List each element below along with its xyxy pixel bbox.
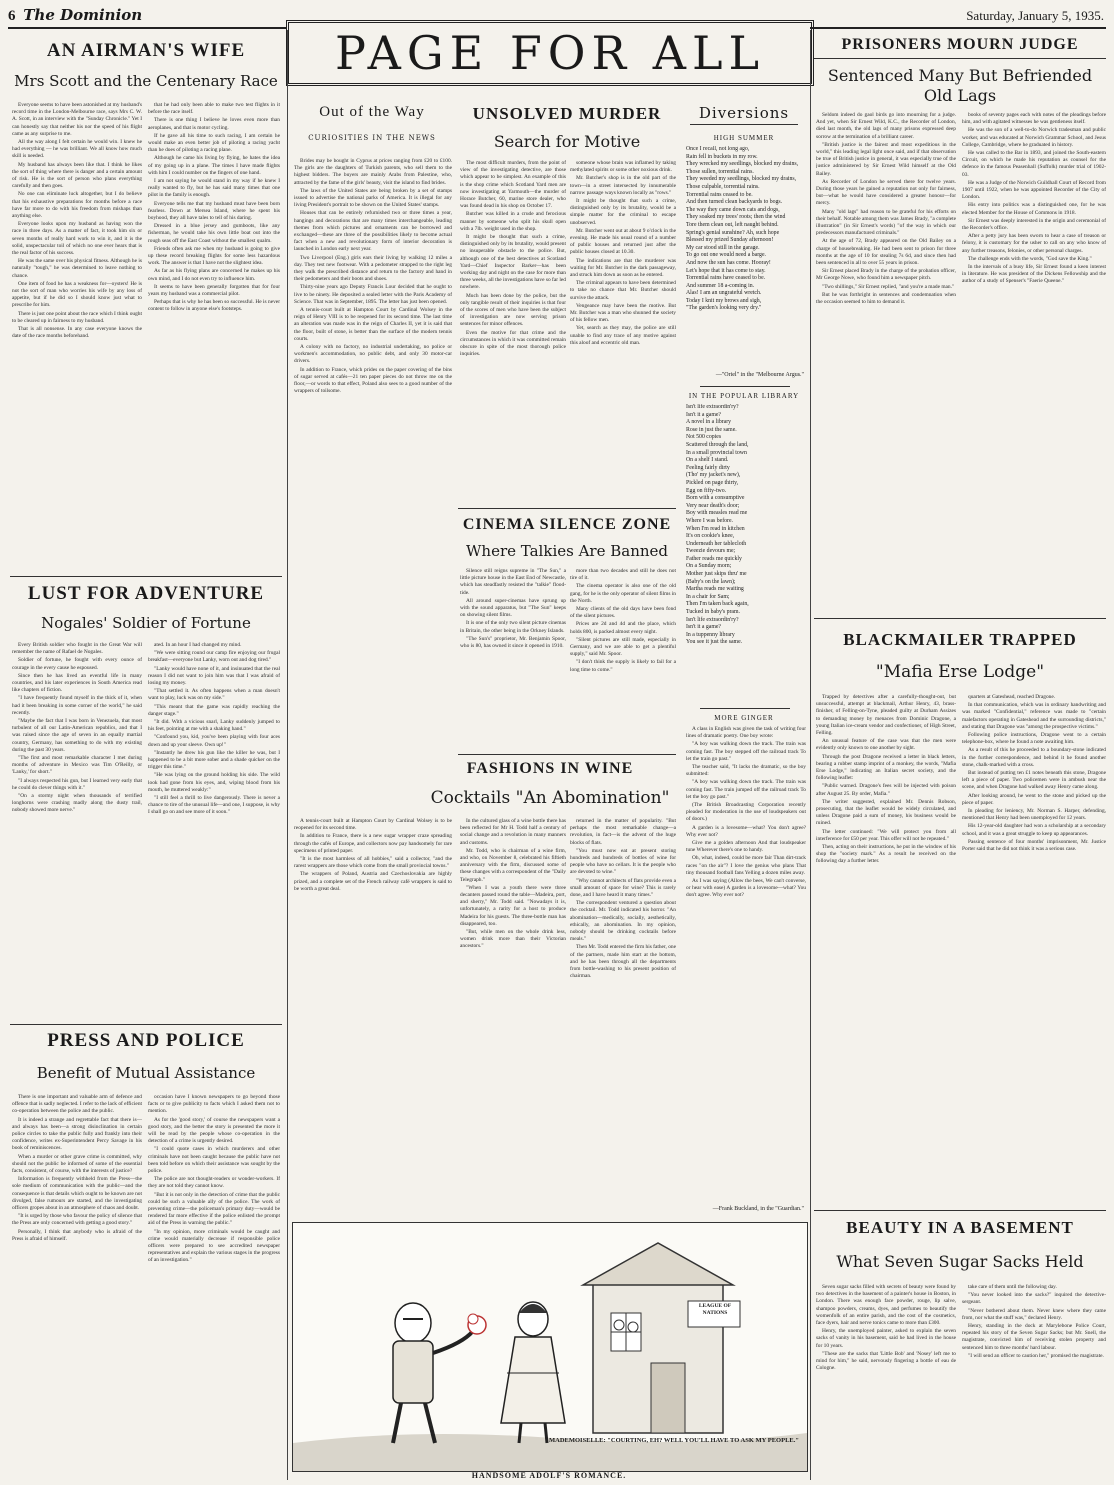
cinema-text-col1: Silence still reigns supreme in "The Sun," a little picture house in the East End of Newcastle, which has steadfastly resisted the "talkie" flood-tide. All around super-cinemas have sprung up with the sound apparatus, but "The Sun" keeps on showing silent films. It is one of the only two silent picture cinemas in Britain, the other being in the Orkney Islands. "The Sun's" proprietor, Mr. Benjamin Spoor, who is 80, has owned it since it opened in 1910. bbox=[460, 568, 566, 650]
fashions-text-col2: In the cultured glass of a wine bottle there has been reflected for Mr H. Todd half a century of social change and a revolution in many manners and customs. Mr. Todd, who is chairman of a wine firm, and who, on November 8, celebrated his fiftieth anniversary with the firm, discussed some of these changes with a correspondent of the "Daily Telegraph." "When I was a youth there were three decanters passed round the table—Madeira, port, and sherry," Mr. Todd said. "Nowadays it is, unfortunately, a rarity for a host to produce Madeira for his guests. The three-bottle man has disappeared, too. "But, while men on the whole drink less, women drink more than their Victorian ancestors." bbox=[460, 818, 566, 950]
masthead-left bbox=[8, 6, 142, 25]
page-number: 6 bbox=[8, 8, 16, 24]
house-roof bbox=[583, 1243, 733, 1285]
cartoon bbox=[292, 1222, 808, 1472]
divider bbox=[690, 124, 798, 125]
divider bbox=[10, 1024, 282, 1025]
basement-text-col2: take care of them until the following day. "You never looked into the sacks?" inquired the detective-sergeant. "Never bothered about them. Never knew where they came from, nor what the stuff was," declared Henry. Henry, standing in the dock at Marylebone Police Court, repeated his story of the Seven Sugar Sacks; but Mr. Snell, the magistrate, convicted him of receiving stolen property and sentenced him to three months' hard labour. "I will send an officer to caution her," promised the magistrate. bbox=[962, 1284, 1106, 1359]
out-of-way-text: Brides may be bought in Cyprus at prices ranging from £20 to £100. The girls are the daughters of Turkish parents, who sell them to the highest bidders. The buyers are mainly Arabs from Palestine, who, attracted by the fame of the girls' beauty, visit the island to find brides. The laws of the United States are being broken by a set of stamps issued to advertise the national parks of America. It is illegal for any living President's portrait to be shown on the United States' stamps. Houses that can be entirely refurnished two or three times a year, hangings and decorations that are many times interchangeable, leading themes from which pictures and ornaments can be borrowed and exchanged—these are three of the possibilities likely to become actual fact when a new and revolutionary form of interior decoration is launched in London early next year. Two Liverpool (Eng.) girls ears their living by walking 12 miles a day. They test new footwear. With a pedometer strapped to the right leg they walk the prescribed distance and return to the factory and hand in their pedometers and their boots and shoes. Thirty-nine years ago Deputy Francis Lour decided that he ought to live to be ninety. He deposited a sealed letter with the Paris Academy of Science. That was in September, 1895. The letter has just been opened. A tennis-court built at Hampton Court by Cardinal Wolsey in the reign of Henry VIII is to be reopened for its second time. The last time an alteration was made was in the reign of Charles II, yet it is said that the floor, built of stone, is better than the surface of the modern tennis courts. A colony with no factory, no industrial undertaking, no police or workmen's accommodation, no public debt, and only 30 motor-car drivers. In addition to France, which prides on the paper covering of the bins of sugar served at cafés—21 ten paper pieces do not throw me on the floor,—or words to that effect, Poland also sees to a good number of the wrappers of toilsome. bbox=[294, 158, 452, 395]
lust-headline: LUST FOR ADVENTURE bbox=[27, 583, 265, 604]
cinema-subhead: Where Talkies Are Banned bbox=[466, 542, 668, 560]
cartoon-drawing bbox=[293, 1223, 807, 1471]
airman-subhead: Mrs Scott and the Centenary Race bbox=[14, 72, 278, 90]
divider bbox=[700, 386, 790, 387]
press-text-col1: There is one important and valuable arm of defence and offence that is sadly neglected. I refer to the lack of efficient co-operation between the police and the public. It is indeed a strange and regrettable fact that there is—and always has been—a strong disinclination in certain police circles to take the public fully and frankly into their confidence, writes ex-Superintendent Percy Savage in his book of reminiscences. When a murder or other grave crime is committed, why should not the public be informed of some of the essential facts, consistent, of course, with the interests of justice? Information is frequently withheld from the Press—the sole medium of communication with the public—and the consequence is that details which ought to be known are not divulged, false rumours are started, and the investigating officers gropes about in an atmosphere of chaos and doubt. "It is urged by those who favour the policy of silence that the Press are only concerned with getting a good story." Personally, I think that anybody who is afraid of the Press is afraid of himself. bbox=[12, 1094, 142, 1242]
press-text-col2: occasion have I known newspapers to go beyond those facts or to give publicity to facts which I asked them not to mention. As for the 'good story,' of course the newspapers want a good story, and the better the story is presented the more it will be read by the people whose co-operation in the detection of a crime is urgently desired. "I could quote cases in which murderers and other criminals have not been caught because the public have not been told before on which their assistance was sought by the police. The police are not thought-readers or wonder-workers. If they are not told they cannot know. "But it is not only in the detection of crime that the public could be such a valuable ally of the police. The work of preventing crime—the policeman's primary duty—would be rendered far more effective if the police enlisted the prompt aid of the Press in warning the public." "In my opinion, more criminals would be caught and crime would materially decrease if responsible police officers were prepared to see accredited newspaper representatives and explain the various stages in the progress of an investigation." bbox=[148, 1094, 280, 1264]
airman-headline: AN AIRMAN'S WIFE bbox=[46, 40, 246, 61]
top-rule-right bbox=[810, 27, 1106, 29]
diversions-headline: Diversions bbox=[698, 104, 790, 122]
column-rule bbox=[810, 30, 811, 1480]
man-body bbox=[393, 1341, 433, 1403]
man-head bbox=[395, 1303, 431, 1343]
blackmailer-text-col2: quarters at Gateshead, reached Dragone. In that communication, which was in ordinary handwriting and was marked "Confidential," reference was made to "certain malefactors operating in Gateshead and the surrounding districts," and stating that Dragone was "among the prospective victims." Following police instructions, Dragone went to a certain telephone-box, where he found a note awaiting him. As a result of this he proceeded to a boundary-stone indicated in the further correspondence, and behind it he found another stone, chalk-marked with a cross. But instead of putting ten £1 notes beneath this stone, Dragone left a piece of paper. Two policemen were in ambush near the scene, and when Dragone had walked away Henry came along. After looking around, he went to the stone and picked up the piece of paper. In pleading for leniency, Mr. Norman S. Harper, defending, mentioned that Henry had been unemployed for 12 years. His 12-year-old daughter had won a scholarship at a secondary school, and it was a great struggle to keep up appearances. Passing sentence of four months' imprisonment, Mr. Justice Porter said that he did not think it was a serious case. bbox=[962, 694, 1106, 853]
high-summer-title: HIGH SUMMER bbox=[713, 134, 775, 142]
basement-headline: BEAUTY IN A BASEMENT bbox=[846, 1218, 1074, 1237]
lust-text-col1: Every British soldier who fought in the Great War will remember the name of Rafael de Nogales. Soldier of fortune, he fought with every ounce of courage in the every cause he espoused. Since then he has lived an eventful life in many countries, and his later experiences in South America read like chapters of fiction. "I have frequently found myself in the thick of it, when had it been breaking in some corner of the world," he said recently. "Maybe the fact that I was born in Venezuela, that most turbulent of all our Latin-American republics, and that I was raised since the age of seven in an equally martial country, Germany, has something to do with my existing during the past 30 years. "The first and most remarkable character I met during months of adventure in Mexico was Tim O'Reilly, or 'Lanky,' for short." "I always respected his gun, but I learned very early that he could do clever things with it." "On a stormy night when thousands of terrified longhorns were crashing madly along the dusty trail, nobody showed more nerve." bbox=[12, 642, 142, 814]
fashions-text-col3: returned in the matter of popularity. "But perhaps the most remarkable change—a revolution, in fact—is the advent of the huge blocks of flats. "You must now eat at present storing hundreds and hundreds of bottles of wine for people who have no cellars. It is the people who are devoted to wine." "Why cannot architects of flats provide even a small amount of space for wine? This is rarely done, and I have heard it many times." The correspondent ventured a question about the cocktail. Mr. Todd indicated his horror. "An abomination—medically, socially, aesthetically, ethically, an abomination. In my opinion, nobody should be drinking cocktails before meals." Then Mr. Todd entered the firm his father, one of the partners, made him start at the bottom, and he has been through all the departments from bottle-washing to his present position of chairman. bbox=[570, 818, 676, 980]
fashions-headline: FASHIONS IN WINE bbox=[466, 760, 634, 777]
popular-library-poem: Isn't life extraordin'ry? Isn't it a game? A novel in a library Rose in just the same. Not 500 copies Scattered through the land, In a small provincial town On a shelf I stand. Feeling fairly dirty (Tho' my jacket's new), Pickled on page thirty, Egg on fifty-two. Born with a consumptive Very near death's door; Boy with measles read me Where I was before. When I'm read in kitchen It's on cookie's knee, Underneath her tablecloth Tweezie devours me; Father reads me quickly On a Sunday morn; Mother just skips thru' me (Baby's on the lawn); Martha reads me waiting In a chair for Sam; Then I'm taken back again, Tucked in baby's pram. Isn't life extraordin'ry? Isn't it a game? In a tuppenny library You see it just the same. bbox=[686, 404, 749, 646]
paper-name: The Dominion bbox=[23, 6, 143, 24]
cartoon-speech: MADEMOISELLE: "COURTING, EH? WELL YOU'LL HAVE TO ASK MY PEOPLE." bbox=[548, 1437, 799, 1444]
poem-line: Those sullen, torrential rains. bbox=[686, 168, 754, 175]
murder-text-col2: someone whose brain was inflamed by taking methylated spirits or some other noxious drink. Mr. Butcher's shop is in the old part of the town—in a street intersected by innumerable narrow passage ways known locally as "rows." It might be thought that such a crime, distinguished only by its brutality, would be a simple matter for the criminal to escape unobserved. Mr. Butcher went out at about 9 o'clock in the evening. He made his usual round of a number of public houses and returned just after the public houses closed at 10.30. The indications are that the murderer was waiting for Mr. Butcher in the dark passageway, and struck him down as soon as he entered. The criminal appears to have been determined to take no chance that Mr. Butcher should survive the attack. Vengeance may have been the motive. But Mr. Butcher was a man who shunned the society of his fellow men. Yet, search as they may, the police are still unable to find any trace of any motive against this aloof and eccentric old man. bbox=[570, 160, 676, 346]
divider bbox=[10, 576, 282, 577]
airman-text-col1: Everyone seems to have been astonished at my husband's record time in the London-Melbourne race, says Mrs C. W. A. Scott, in an interview with the "Sunday Chronicle." Yet I can honestly say that neither his nor the speed of his flight came as any surprise to me. All the way along I felt certain he would win. I knew he had everything — he was brilliant. We all know how much skill is needed. My husband has always been like that. I think he likes the sort of thing where there is danger and a certain amount of risk. He is the sort of person who plans everything carefully and then goes. No one can eliminate luck altogether, but I do believe that his exhaustive preparations for months before a race have far more to do with his freedom from mishaps than anything else. Everyone looks upon my husband as having won the race in three days. As a matter of fact, it took him six or seven months of really hard work to win it, and it is the solid, unspectacular toil of which no one ever hears that is the real factor of his success. He was the same over his physical fitness. Although he is naturally "tough," he was determined to leave nothing to chance. One item of food he has a weakness for—oysters! He is not the sort of man who worries his wife by any loss of appetite, but if he did so I should know just what to prescribe for him. There is just one point about the race which I think ought to be cleared up in fairness to my husband. That is all nonsense. In any case everyone knows the date of the race months beforehand. bbox=[12, 102, 142, 340]
poem-line: Rain fell in buckets in my row. bbox=[686, 153, 758, 160]
column-rule bbox=[287, 30, 288, 1480]
prisoners-text-col2: books of seventy pages each with notes of the pleadings before him, and with agitated witnesses he was gentleness itself. He was the son of a well-to-do Norwich tradesman and public worker, and was educated at Norwich Grammar School, and Jesus College, Cambridge, where he graduated in history. He was called to the Bar in 1893, and joined the South-eastern Circuit, on which he made his reputation as counsel for the defence in the famous Peasenhall (Suffolk) murder trial of 1902-03. He was a Judge of the Norwich Guildhall Court of Record from 1907 until 1922, when he was appointed Recorder of the City of London. His entry into politics was a distinguished one, for he was elected Member for the House of Commons in 1918. Sir Ernest was deeply interested in the origin and ceremonial of the Recorder's office. After a petty jury has been sworn to hear a case of treason or felony, it is customary for the usher to call on any who know of any further treasons, felonies, or other personal charges. The challenge ends with the words, "God save the King." In the intervals of a busy life, Sir Ernest found a keen interest in literature. He was president of the Dickens Fellowship and the author of a study of Spenser's "Faerie Queene." bbox=[962, 112, 1106, 285]
divider bbox=[700, 708, 790, 709]
top-rule-left bbox=[8, 27, 286, 29]
cinema-headline: CINEMA SILENCE ZONE bbox=[462, 516, 672, 533]
more-ginger-credit: —Frank Buckland, in the "Guardian." bbox=[712, 1206, 804, 1212]
divider bbox=[814, 58, 1106, 59]
divider bbox=[458, 508, 676, 509]
fashions-text-col1: A tennis-court built at Hampton Court by Cardinal Wolsey is to be reopened for its second time. In addition to France, there is a new sugar wrapper craze spreading through the cafés of Europe, and collectors now pay handsomely for rare specimens of printed paper. "It is the most harmless of all hobbies," said a collector, "and the rarest wrappers are those which come from the small provincial towns." The wrappers of Poland, Austria and Czechoslovakia are highly prized, and a complete set of the French railway café wrappers is said to be worth a great deal. bbox=[294, 818, 452, 892]
league-sign-text: LEAGUE OF NATIONS bbox=[698, 1303, 732, 1316]
divider bbox=[458, 754, 676, 755]
high-summer-poem: Once I recall, not long ago, Rain fell in buckets in my row. They wrecked my seedlings, blocked my drains, Those sullen, torrential rains. They weeded my seedlings, blocked my drains, Those culpable, torrential rains. Torrential rains ceased to be. And then turned clean backyards to bogs. The way they came down cats and dogs, They soaked my trees' roots; then the wind Tore them clean out, left naught behind. Spring's genial sunshine? Ah, such hope Blessed my prized Sunday afternoon! My car stood still in the garage. To go out one would need a barge. And now the sun has come. Hooray! Let's hope that it has come to stay. Torrential rains have ceased to be. And summer 18 a-coming in. Alas! I am an ungrateful wretch. Today I knit my brows and sigh, "The garden's looking very dry." bbox=[686, 146, 806, 366]
poem-line: Once I recall, not long ago, bbox=[686, 146, 750, 152]
out-of-way-subhead: CURIOSITIES IN THE NEWS bbox=[308, 134, 436, 142]
basement-text-col1: Seven sugar sacks filled with secrets of beauty were found by two detectives in the basement of a painter's house in Boston, in London. There was enough face powder, rouge, lip salve, shampoo powders, creams, dyes, and perfumes to beautify the womenfolk of an entire parish, and the cost of the cosmetics, face dyers, hair and nerve tonics came to more than £300. Henry, the unemployed painter, asked to explain the seven sacks of vanity in his basement, said he had lived in the house for 10 years. "These are the sacks that 'Little Bob' and 'Nosey' left me to mind for him," he said, nervously fingering a bottle of eau de Cologne. bbox=[816, 1284, 956, 1372]
divider bbox=[814, 1210, 1106, 1211]
poem-line: They wrecked my seedlings, blocked my drains, bbox=[686, 161, 799, 168]
fashions-subhead: Cocktails "An Abomination" bbox=[430, 788, 670, 808]
woman-dress bbox=[501, 1337, 565, 1423]
murder-text-col1: The most difficult murders, from the point of view of the investigating detective, are those which appear to be simplest. An example of this is the shop crime which Scotland Yard men are now investigating at Yarmouth—the murder of Horace Butcher, 60, marine store dealer, who was found dead in his shop on October 17. Butcher was killed in a crude and ferocious manner by someone who split his skull open with a 7lb. weight used in the shop. It might be thought that such a crime, distinguished only by its brutality, would present no insuperable obstacle to the police. But, although one of the best detectives at Scotland Yard—Chief Inspector Barker—has been working day and night on the case for more than three weeks, all the investigations have so far led nowhere. Much has been done by the police, but the only tangible result of their inquiries is that four of the scores of men who have been the subject of investigation are now serving prison sentences for minor offences. Even the motive for that crime and the circumstances in which it was committed remain obscure in spite of the most thorough police inquiries. bbox=[460, 160, 566, 358]
airman-text-col2: that he had only been able to make two test flights in it before the race itself. There is one thing I believe he loves even more than aeroplanes, and that is motor cycling. If he gave all his time to such racing, I am certain he would make an even better job of piloting a racing yacht than he does of piloting a racing plane. Although he came his living by flying, he hates the idea of my going up in a plane. The times I have made flights with him I could number on the fingers of one hand. I am not saying he would stand in my way if he knew I really wanted to fly, but he has said many times that one pilot in the family is enough. Everyone tells me that my husband must have been born fearless. Down at Mersea Island, where he spent his boyhood, they all have tales to tell of his daring. Dressed in a blue jersey and gumboots, like any fisherman, he would take his own little boat out into the rough seas off the East Coast without the smallest qualm. Friends often ask me when my husband is going to give up these record breaking flights for some less hazardous work. The answer is that I have not the slightest idea. As far as his flying plans are concerned he makes up his own mind, and I do not even try to influence him. It seems to have been generally forgotten that for four years my husband was a commercial pilot. Perhaps that is why he has been so successful. He is never content to follow in anyone else's footsteps. bbox=[148, 102, 280, 313]
prisoners-text-col1: Seldom indeed do gaol birds go into mourning for a judge. And yet, when Sir Ernest Wild, K.C., the Recorder of London, died last month, the old lags of many prisons expressed deep sorrow at the termination of a brilliant career. "British justice is the fairest and most expeditious in the world," this leading legal light once said, and if that observation be true of British justice in general, it was especially true of the justice administered by Sir Ernest Wild himself at the Old Bailey. As Recorder of London he served there for twelve years. During those years he gained a reputation not only for fairness, but—what he would have considered a greater honour—for mercy. Many "old lags" had reason to be grateful for his efforts on their behalf. Notable among them was James Brady, "a complete illustration" (in Sir Ernest's words) "of the way in which our predecessors manufactured criminals." At the age of 72, Brady appeared on the Old Bailey on a charge of housebreaking. He had been sent to prison for three months at the age of 10 for stealing 7s 6d, and since then had been sentenced in all to over 55 years in prison. Sir Ernest placed Brady in the charge of the probation officer, Mr George Nowe, who found him a newspaper pitch. "Two shillings," Sir Ernest replied, "and you're a made man." But he was forthright in sentences and condemnation when the occasion seemed to him to demand it. bbox=[816, 112, 956, 306]
prisoners-subhead: Sentenced Many But Befriended Old Lags bbox=[827, 66, 1093, 105]
lust-text-col2: ated. In an hour I had changed my mind. "We were sitting round our camp fire enjoying our frugal breakfast—everyone but Lanky, worn out and dog tired." "Lanky would have none of it, and insinuated that the real reason I did not want to join him was that I was afraid of losing my money. "That settled it. As often happens when a man doesn't want to play, luck was on my side." "This meant that the game was rapidly reaching the danger stage." "It did. With a vicious snarl, Lanky suddenly jumped to his feet, pointing at me with a shaking hand." "Confound you, kid, you've been playing with four aces down and up your sleeve. Own up!" "Instantly he drew his gun like the killer he was, but I happened to be a bit more sober and a shade quicker on the trigger this time." "He was lying on the ground holding his side. The wild look had gone from his eyes, and, wiping blood from his mouth, he muttered weakly:" "I still feel a thrill to live dangerously. There is never a chance to tire of the unusual life—and one, I suppose, is why I shall go on and see more of it soon." bbox=[148, 642, 280, 816]
murder-subhead: Search for Motive bbox=[493, 132, 641, 151]
divider bbox=[814, 618, 1106, 619]
more-ginger-text: A class in English was given the task of writing four lines of dramatic poetry. One boy wrote: "A boy was walking down the track. The train was coming fast. The boy stepped off the railroad track To let the train go past." The teacher said, "It lacks the dramatic, so the boy submitted: "A boy was walking down the track. The train was coming fast. The train jumped off the railroad track To let the boy go past." (The British Broadcasting Corporation recently pleaded for moderation in the use of loudspeakers out of doors.) A garden is a lovesome—what? You don't agree? Why ever not? Give me a golden afternoon And that loudspeaker tune Wherever there's one to handy. Oh, what, indeed, could be more fair Than dirt-track races "on the air"? I love the genius who plans That tiny thousand football fans Yelling a dozen miles away. As I was saying (Allow the bees, We can't converse, or hear with ease) A garden is a lovesome—what? You don't agree. Why ever not? bbox=[686, 726, 806, 899]
basement-subhead: What Seven Sugar Sacks Held bbox=[836, 1252, 1084, 1271]
door bbox=[651, 1363, 685, 1433]
more-ginger-title: MORE GINGER bbox=[714, 714, 774, 722]
blackmailer-headline: BLACKMAILER TRAPPED bbox=[843, 630, 1077, 649]
blackmailer-text-col1: Trapped by detectives after a carefully-thought-out, but unsuccessful, attempt at blackmail, Arthur Henry, 43, brass-finisher, of Felling-on-Tyne, pleaded guilty at Durham Assizes to demanding money by menaces from Dominic Dragone, a young Italian ice-cream vendor and confectioner, of High Street, Felling. An unusual feature of the case was that the men were evidently only known to one another by sight. Through the post Dragone received a letter in black letters, bearing a rubber stamp imprint of a monkey, the words, "Mafia Erse Lodge," indicating an Italian secret society, and the following leaflet: "Public warned. Dragone's fees will be injected with poison after August 25. By order, Mafia." The writer suggested, explained Mr. Dennis Robson, prosecuting, that the leaflet would be widely circulated, and unless Dragone paid a sum of money, his business would be ruined. The letter continued: "We will protect you from all interference for £50 per year. This offer will not be repeated." Then, acting on their instructions, he put in the window of his shop the "society mark." As a result he received on the following day a further letter. bbox=[816, 694, 956, 865]
page-title: PAGE FOR ALL bbox=[286, 20, 814, 86]
prisoners-headline: PRISONERS MOURN JUDGE bbox=[841, 36, 1079, 53]
out-of-way-headline: Out of the Way bbox=[319, 104, 425, 120]
blackmailer-subhead: "Mafia Erse Lodge" bbox=[875, 662, 1045, 682]
cinema-text-col2: more than two decades and still he does not tire of it. The cinema operator is also one of the old gang, for he is the only operator of silent films in the North. Many clients of the old days have been fond of the silent pictures. Prices are 2d and 4d and the place, which holds 800, is packed almost every night. "Silent pictures are still made, especially in Germany, and we are able to get a plentiful supply," said Mr. Spoor. "I don't think the supply is likely to fail for a long time to come." bbox=[570, 568, 676, 673]
high-summer-credit: —"Oriel" in the "Melbourne Argus." bbox=[715, 372, 804, 378]
press-subhead: Benefit of Mutual Assistance bbox=[36, 1064, 256, 1082]
popular-library-title: IN THE POPULAR LIBRARY bbox=[688, 392, 800, 400]
lust-subhead: Nogales' Soldier of Fortune bbox=[41, 614, 251, 632]
murder-headline: UNSOLVED MURDER bbox=[472, 104, 662, 123]
cartoon-caption: HANDSOME ADOLF'S ROMANCE. bbox=[471, 1471, 627, 1480]
masthead-date: Saturday, January 5, 1935. bbox=[966, 8, 1104, 23]
press-headline: PRESS AND POLICE bbox=[47, 1030, 245, 1051]
